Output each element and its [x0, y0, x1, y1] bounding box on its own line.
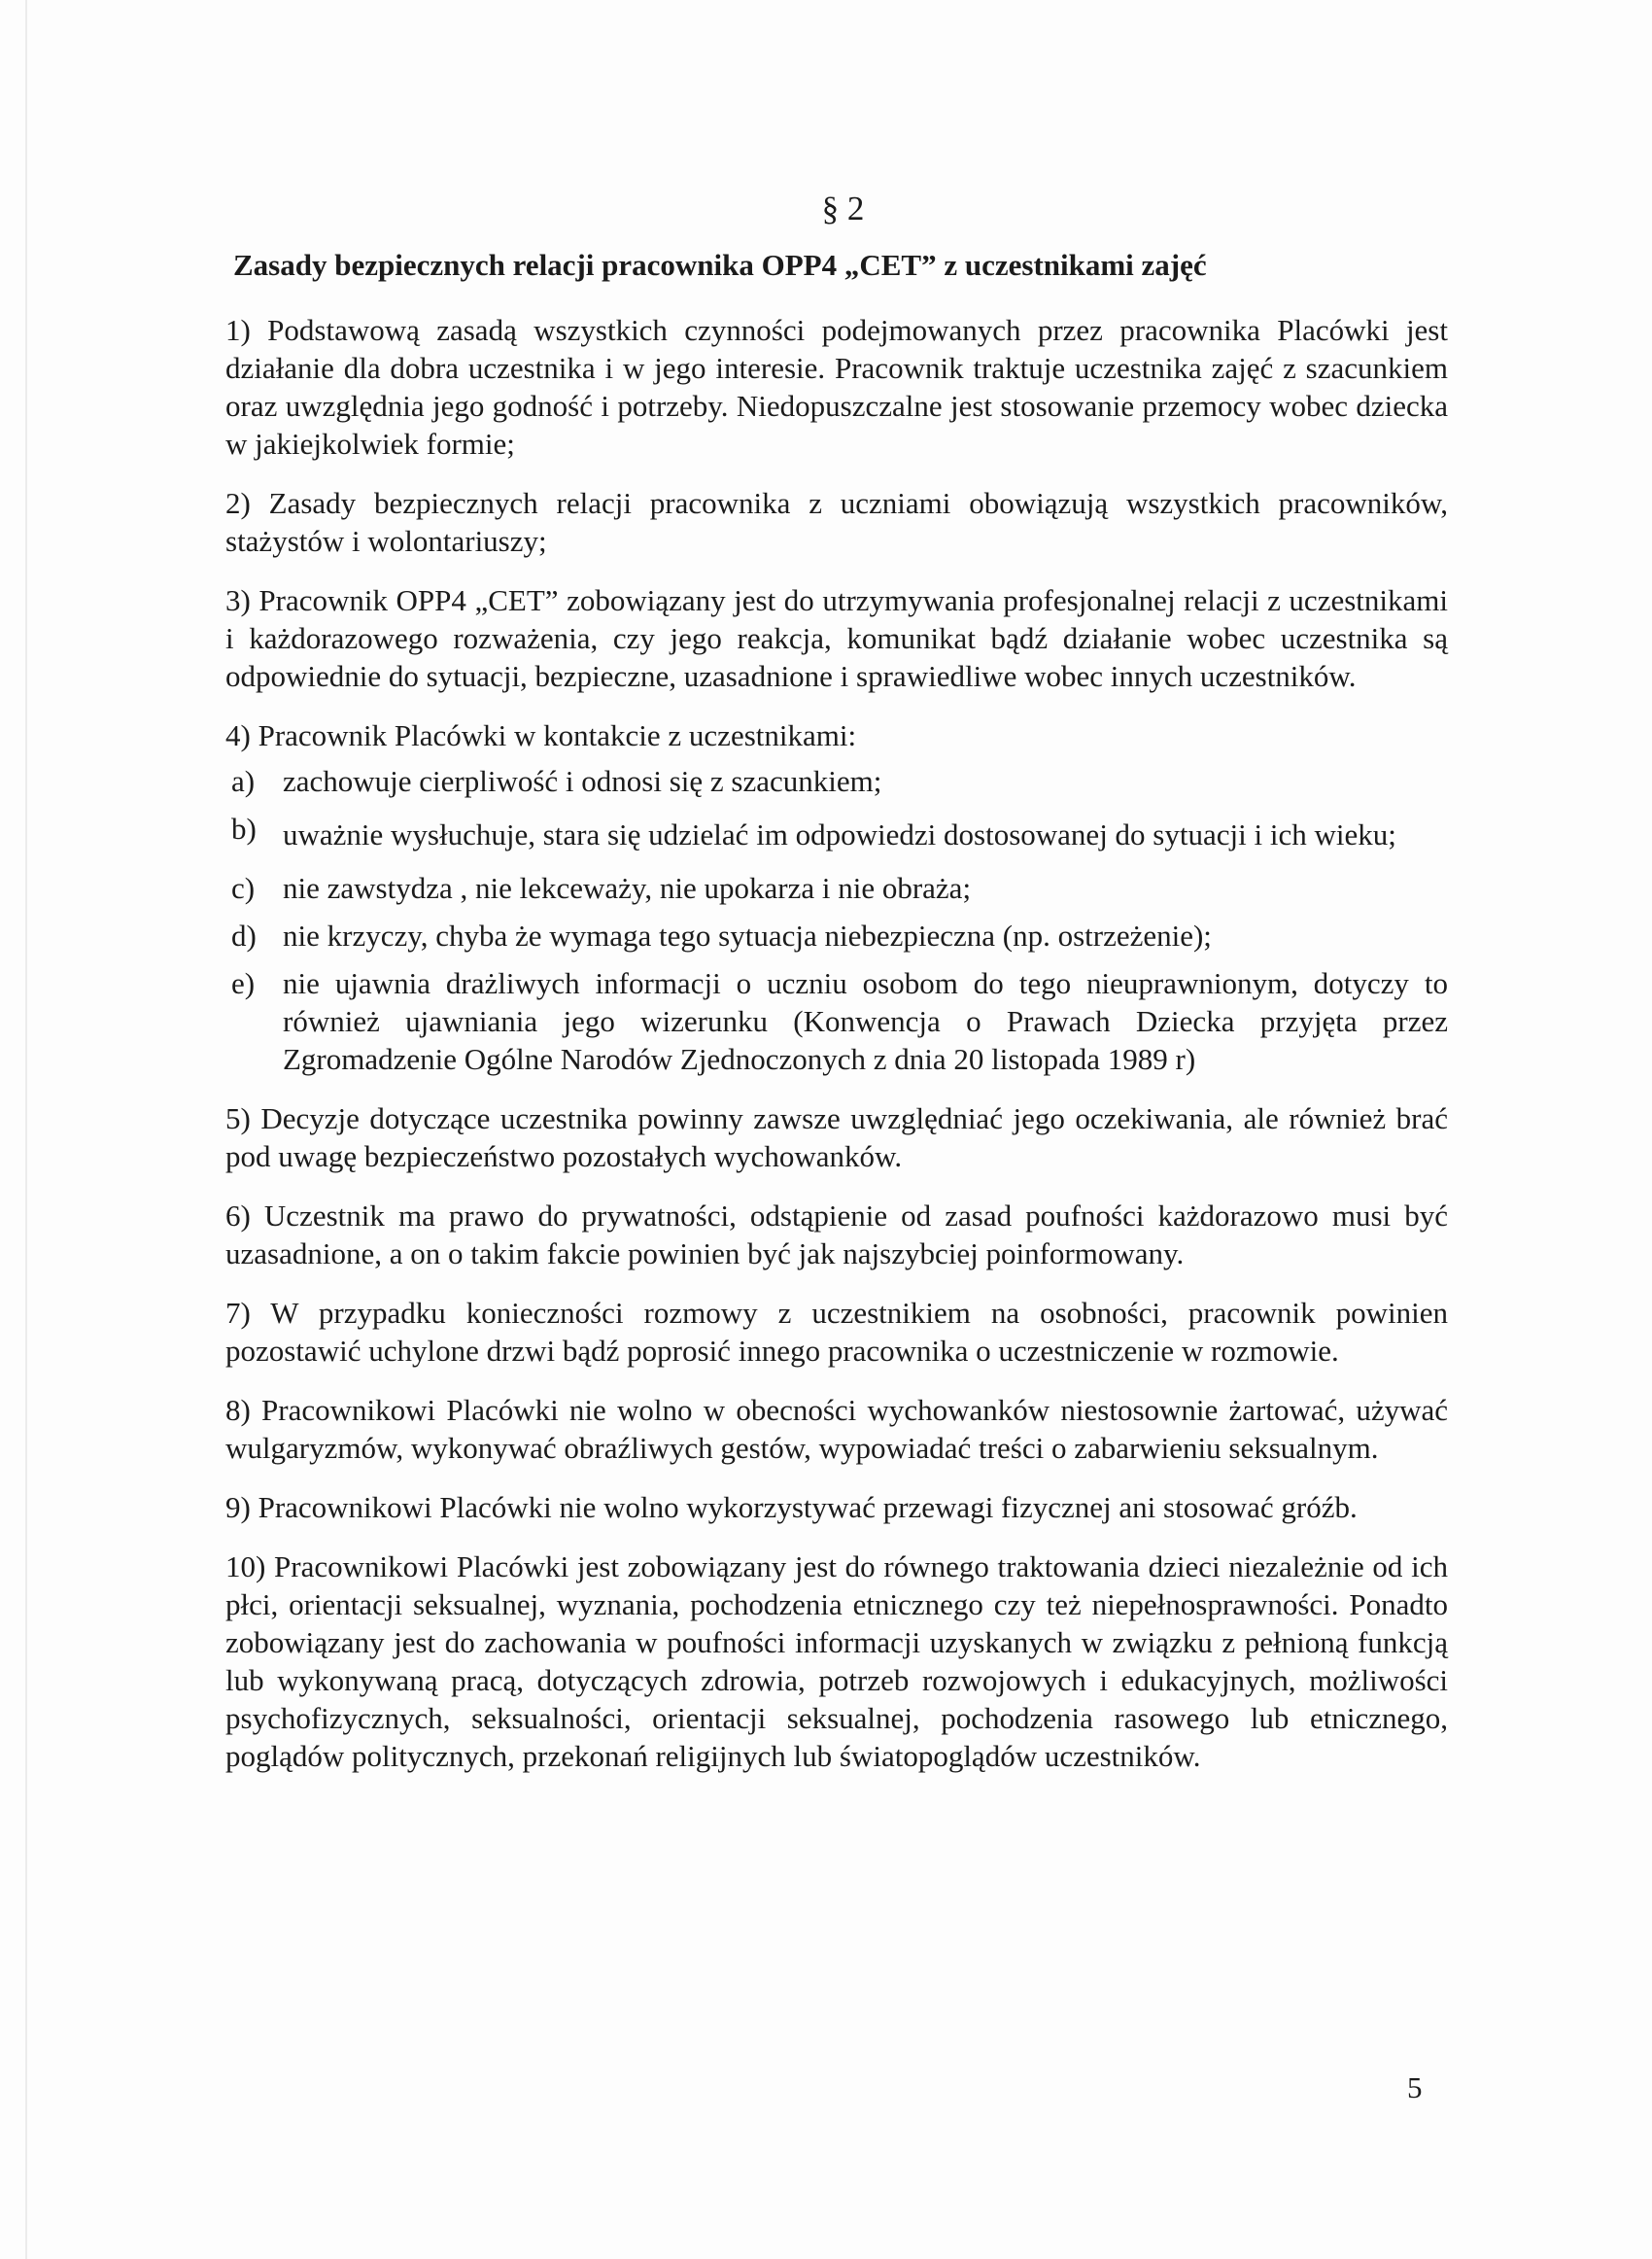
paragraph-3: 3) Pracownik OPP4 „CET” zobowiązany jest do utrzymywania profesjonalnej relacji z uczestnikami i każdorazowego rozważenia, czy jego reakcja, komunikat bądź działanie wobec uczestnika są odpowiednie do sytuacji, bezpieczne, uzasadnione i sprawiedliwe wobec innych uczestników. [225, 583, 1448, 693]
paragraph-4: 4) Pracownik Placówki w kontakcie z uczestnikami: [225, 718, 857, 752]
document-body [225, 311, 1448, 1796]
paragraph-10: 10) Pracownikowi Placówki jest zobowiązany jest do równego traktowania dzieci niezależnie od ich płci, orientacji seksualnej, wyznania, pochodzenia etnicznego czy też niepełnosprawności. Ponadto zobowiązany jest do zachowania w poufności informacji uzyskanych w związku z pełnioną funkcją lub wykonywaną pracą, dotyczących zdrowia, potrzeb rozwojowych i edukacyjnych, możliwości psychofizycznych, seksualności, orientacji seksualnej, pochodzenia rasowego lub etnicznego, poglądów politycznych, przekonań religijnych lub światopoglądów uczestników. [225, 1549, 1448, 1773]
paragraph-6: 6) Uczestnik ma prawo do prywatności, odstąpienie od zasad poufności każdorazowo musi być uzasadnione, a on o takim fakcie powinien być jak najszybciej poinformowany. [225, 1199, 1448, 1270]
paragraph-8: 8) Pracownikowi Placówki nie wolno w obecności wychowanków niestosownie żartować, używać wulgaryzmów, wykonywać obraźliwych gestów, wypowiadać treści o zabarwieniu seksualnym. [225, 1393, 1448, 1465]
section-heading: Zasady bezpiecznych relacji pracownika OPP4 „CET” z uczestnikami zajęć [233, 248, 1207, 282]
list-item [225, 762, 1448, 800]
paragraph-2: 2) Zasady bezpiecznych relacji pracownika z uczniami obowiązują wszystkich pracowników, stażystów i wolontariuszy; [225, 486, 1448, 558]
list-item-text: nie krzyczy, chyba że wymaga tego sytuacja niebezpieczna (np. ostrzeżenie); [283, 919, 1212, 953]
page-number: 5 [1407, 2070, 1423, 2104]
conduct-list [225, 762, 1448, 1078]
paragraph-1: 1) Podstawową zasadą wszystkich czynności podejmowanych przez pracownika Placówki jest działanie dla dobra uczestnika i w jego interesie. Pracownik traktuje uczestnika zajęć z szacunkiem oraz uwzględnia jego godność i potrzeby. Niedopuszczalne jest stosowanie przemocy wobec dziecka w jakiejkolwiek formie; [225, 313, 1448, 461]
list-item [225, 917, 1448, 955]
paragraph-5: 5) Decyzje dotyczące uczestnika powinny zawsze uwzględniać jego oczekiwania, ale również brać pod uwagę bezpieczeństwo pozostałych wychowanków. [225, 1101, 1448, 1173]
list-item-text: zachowuje cierpliwość i odnosi się z szacunkiem; [283, 764, 882, 798]
list-item [225, 869, 1448, 907]
list-item-letter: d) [231, 919, 257, 953]
list-item-letter: e) [231, 966, 256, 1000]
paragraph-9: 9) Pracownikowi Placówki nie wolno wykorzystywać przewagi fizycznej ani stosować gróźb. [225, 1490, 1358, 1524]
list-item-letter: b) [231, 812, 257, 846]
list-item-letter: a) [231, 764, 256, 798]
list-item-text: nie ujawnia drażliwych informacji o uczniu osobom do tego nieuprawnionym, dotyczy to również ujawniania jego wizerunku (Konwencja o Prawach Dziecka przyjęta przez Zgromadzenie Ogólne Narodów Zjednoczonych z dnia 20 listopada 1989 r) [283, 966, 1448, 1076]
list-item [225, 810, 1448, 859]
section-mark: § 2 [821, 190, 865, 227]
list-item-letter: c) [231, 871, 256, 905]
paragraph-7: 7) W przypadku konieczności rozmowy z uczestnikiem na osobności, pracownik powinien pozostawić uchylone drzwi bądź poprosić innego pracownika o uczestniczenie w rozmowie. [225, 1296, 1448, 1368]
list-item [225, 964, 1448, 1078]
list-item-text: uważnie wysłuchuje, stara się udzielać im odpowiedzi dostosowanej do sytuacji i ich wieku; [283, 817, 1396, 851]
list-item-text: nie zawstydza , nie lekceważy, nie upokarza i nie obraża; [283, 871, 972, 905]
scan-edge-shadow [25, 0, 27, 2259]
